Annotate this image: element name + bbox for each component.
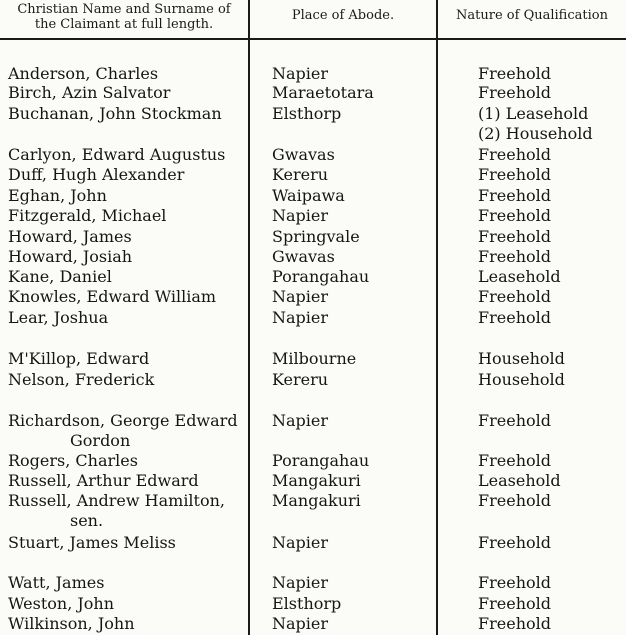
place-of-abode: Napier <box>272 287 329 306</box>
place-of-abode: Springvale <box>272 227 360 246</box>
qualification: Freehold <box>478 165 551 184</box>
claimant-name: Russell, Andrew Hamilton, <box>8 491 225 510</box>
claimant-name: Wilkinson, John <box>8 614 135 633</box>
claimant-name: Nelson, Frederick <box>8 370 155 389</box>
claimant-name: Carlyon, Edward Augustus <box>8 145 226 164</box>
header-name-line1: Christian Name and Surname of <box>17 2 231 17</box>
claimant-name: Eghan, John <box>8 186 107 205</box>
qualification: Freehold <box>478 491 551 510</box>
claimant-name: Richardson, George Edward <box>8 411 238 430</box>
header-name <box>0 2 248 32</box>
place-of-abode: Napier <box>272 206 329 225</box>
claimant-name: M'Killop, Edward <box>8 349 150 368</box>
place-of-abode: Gwavas <box>272 145 335 164</box>
claimant-name: Duff, Hugh Alexander <box>8 165 185 184</box>
qualification: Freehold <box>478 145 551 164</box>
claimant-name-continuation: Gordon <box>70 431 131 450</box>
claimant-name: Watt, James <box>8 573 105 592</box>
header-rule-qualification <box>438 38 626 40</box>
qualification: Freehold <box>478 451 551 470</box>
header-qualification: Nature of Qualification <box>456 8 608 23</box>
claimant-name: Knowles, Edward William <box>8 287 217 306</box>
place-of-abode: Waipawa <box>272 186 345 205</box>
claimant-name-continuation: sen. <box>70 511 104 530</box>
claimant-name: Weston, John <box>8 594 115 613</box>
qualification: Household <box>478 349 565 368</box>
place-of-abode: Mangakuri <box>272 471 361 490</box>
place-of-abode: Napier <box>272 573 329 592</box>
place-of-abode: Elsthorp <box>272 594 342 613</box>
place-of-abode: Porangahau <box>272 451 370 470</box>
claimant-name: Howard, Josiah <box>8 247 133 266</box>
header-rule-name <box>0 38 248 40</box>
qualification: Freehold <box>478 533 551 552</box>
qualification: Household <box>478 370 565 389</box>
claimant-name: Rogers, Charles <box>8 451 138 470</box>
claimant-name: Kane, Daniel <box>8 267 112 286</box>
claimant-name: Buchanan, John Stockman <box>8 104 222 123</box>
qualification: Freehold <box>478 83 551 102</box>
qualification: Freehold <box>478 308 551 327</box>
place-of-abode: Maraetotara <box>272 83 374 102</box>
qualification: Freehold <box>478 206 551 225</box>
qualification: Leasehold <box>478 471 561 490</box>
place-of-abode: Napier <box>272 614 329 633</box>
qualification: Freehold <box>478 287 551 306</box>
place-of-abode: Napier <box>272 533 329 552</box>
place-of-abode: Porangahau <box>272 267 370 286</box>
qualification: Freehold <box>478 573 551 592</box>
qualification: Leasehold <box>478 267 561 286</box>
place-of-abode: Milbourne <box>272 349 357 368</box>
qualification: (1) Leasehold <box>478 104 589 123</box>
place-of-abode: Napier <box>272 64 329 83</box>
place-of-abode: Kereru <box>272 370 329 389</box>
place-of-abode: Napier <box>272 308 329 327</box>
qualification-secondary: (2) Household <box>478 124 593 143</box>
header-rule-abode <box>250 38 436 40</box>
claimant-name: Lear, Joshua <box>8 308 109 327</box>
claimant-name: Howard, James <box>8 227 132 246</box>
claimant-name: Stuart, James Meliss <box>8 533 176 552</box>
qualification: Freehold <box>478 247 551 266</box>
qualification: Freehold <box>478 411 551 430</box>
qualification: Freehold <box>478 227 551 246</box>
place-of-abode: Gwavas <box>272 247 335 266</box>
place-of-abode: Mangakuri <box>272 491 361 510</box>
claimant-name: Russell, Arthur Edward <box>8 471 199 490</box>
place-of-abode: Elsthorp <box>272 104 342 123</box>
qualification: Freehold <box>478 594 551 613</box>
header-abode: Place of Abode. <box>291 8 395 23</box>
claimant-name: Fitzgerald, Michael <box>8 206 167 225</box>
column-divider-2 <box>436 0 438 635</box>
qualification: Freehold <box>478 64 551 83</box>
qualification: Freehold <box>478 186 551 205</box>
claimant-name: Anderson, Charles <box>8 64 159 83</box>
column-divider-1 <box>248 0 250 635</box>
place-of-abode: Kereru <box>272 165 329 184</box>
place-of-abode: Napier <box>272 411 329 430</box>
header-name-line2: the Claimant at full length. <box>34 17 214 32</box>
qualification: Freehold <box>478 614 551 633</box>
claimant-name: Birch, Azin Salvator <box>8 83 171 102</box>
